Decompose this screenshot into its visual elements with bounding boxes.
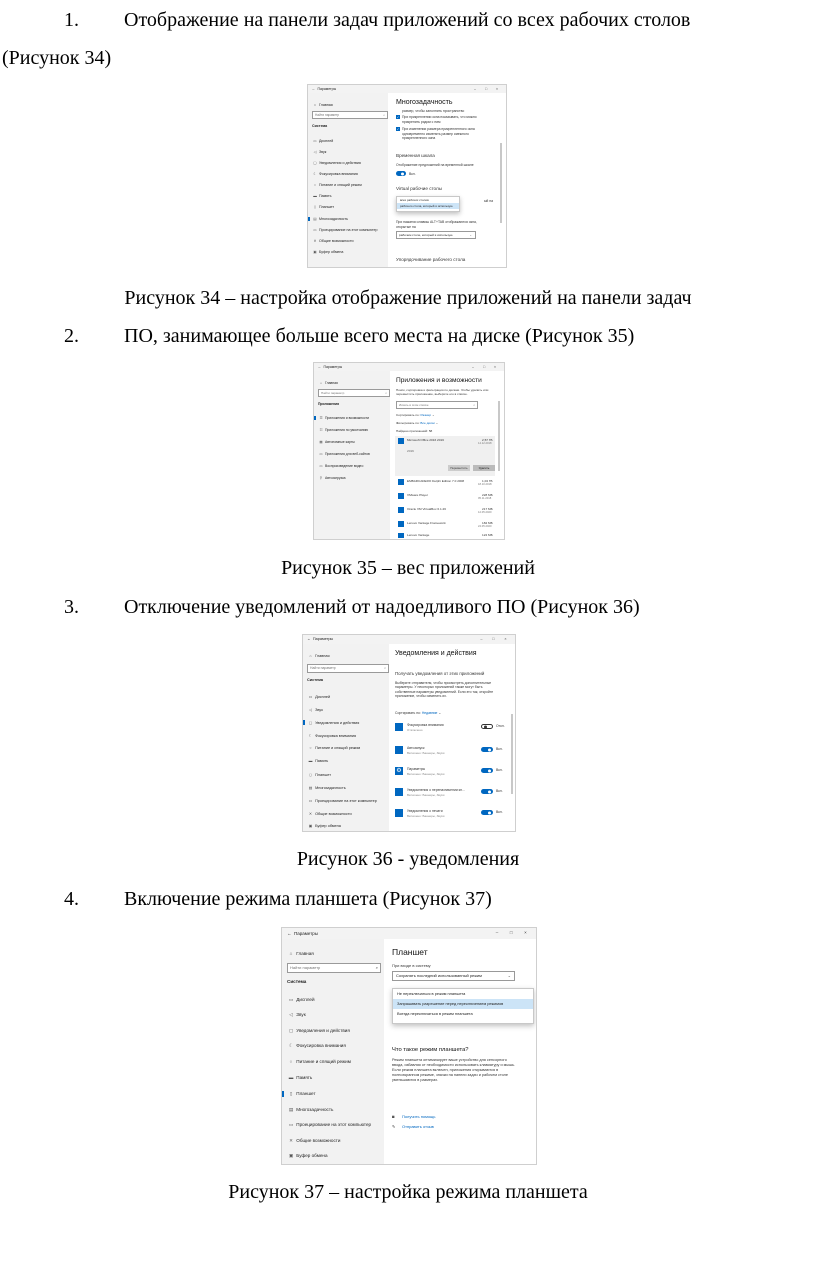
page-title: Уведомления и действия [395,650,477,657]
filter-dropdown[interactable]: Все диски [420,421,435,425]
moon-icon: ☾ [313,172,317,176]
monitor-icon: ▭ [308,695,313,699]
app-icon [398,533,404,538]
window-title: Параметры [317,87,337,91]
startup-icon: ⚲ [319,476,323,480]
checkbox[interactable]: ✓ [396,127,400,131]
tablet-icon: ▯ [314,205,316,209]
page-title: Многозадачность [396,99,453,106]
office-icon [398,438,404,444]
toggle-state: Откл. [496,724,505,728]
list-number: 1. [64,9,79,31]
sort-dropdown[interactable]: Недавние [421,711,438,715]
page-title: Приложения и возможности [396,377,482,384]
gear-icon: ⚙ [396,768,402,774]
website-icon: ▭ [319,452,323,456]
list-item-1-text: Отображение на панели задач приложений со всех рабочих столов [124,9,691,31]
app-size: 228 МБ [482,493,493,497]
window-title: Параметры [294,931,319,936]
search-input[interactable]: Найти параметр ⌕ [318,389,390,397]
sidebar-item-clipboard[interactable]: ▣ Буфер обмена [288,1153,328,1158]
uninstall-button[interactable]: Удалить [473,465,495,471]
sidebar-item-home[interactable]: ⌂ Главная [303,654,389,658]
app-size: 122 МБ [482,533,493,537]
app-date: 12.05.2020 [478,511,492,514]
sidebar-item-shared[interactable]: ✕ Общие возможности [282,1138,384,1144]
sidebar-item-storage[interactable]: ▬ Память [313,194,332,198]
sidebar-item-notifications[interactable]: ▢ Уведомления и действия [313,161,361,165]
dropdown-option[interactable]: Всегда переключаться в режим планшета [397,1011,473,1016]
sidebar-item-display[interactable]: ▭ Дисплей [288,997,315,1002]
snap-option-2: При прикреплении окна показывать, что можно прикрепить рядом с ним [402,115,477,124]
section-title: Система [287,979,307,984]
section-heading: Получать уведомления от этих приложений [395,671,485,676]
signin-select[interactable]: Сохранять последний использованный режим ⌄ [392,971,515,981]
search-input[interactable]: Найти параметр ⌕ [307,664,389,673]
chevron-down-icon: ⌄ [507,973,511,978]
section-heading: Упорядочивание рабочего стола [396,257,466,262]
filter-label: Фильтровать по: Все диски ⌄ [396,421,439,425]
notification-toggle[interactable] [481,747,493,752]
description: Выберите отправителя, чтобы просмотреть дополнительные параметры. У некоторых приложений также могут быть собственные параметры уведомлений. Если это так, откройте приложение, чтобы изменить их. [395,681,494,699]
sidebar-item-notifications[interactable]: ▢ Уведомления и действия [288,1028,350,1033]
dropdown-option[interactable]: Не переключаться в режим планшета [397,991,466,996]
sidebar-item-shared[interactable]: ✕ Общие возможности [308,812,352,816]
chevron-down-icon: ⌄ [469,233,472,237]
get-help-link[interactable]: Получить помощь [402,1114,436,1119]
sidebar-item-display[interactable]: ▭ Дисплей [313,139,334,143]
snap-text: размер, чтобы заполнить пространство [402,109,465,113]
toggle-state: Вкл. [496,810,503,814]
search-icon: ⌕ [385,391,387,395]
snap-option-3: При изменении размера прикрепленного окна одновременно изменять размер смежного прикрепленного окна [402,127,475,140]
power-icon: ○ [313,183,317,187]
sidebar-item-multitasking[interactable]: ▤ Многозадачность [308,217,388,221]
feedback-link[interactable]: Отправить отзыв [402,1124,434,1129]
signin-label: При входе в систему [392,963,431,968]
storage-icon: ▬ [313,194,317,198]
remap-icon [395,788,403,796]
figure-34-screenshot: ← Параметры – □ × ⌂ Главная Найти параметр ⌕ Система ▭ Дисплей ◁ Звук ▢ Уведомления и действия ☾ Фокусировка внимания ○ Питание и спящий режим ▬ Память ▯ Планшет ▤ Многозадачность ▭ Проецирование на этот компьютер ✕ Общие возможности ▣ Буфер обмена Многозадачность размер, чтобы заполнить пространство ✓ При прикреплении окна показывать, что можно прикрепить рядом с ним ✓ При изменении размера прикрепленного окна одновременно изменять размер смежного прикрепленного окна Временная шкала Отображение предложений на временной шкале Вкл. Virtual рабочие столы всех рабочих столов рабочего стола, который я использую ый на При нажатии клавиш ALT+TAB отображаются окна, открытые на рабочем столе, который я использую ⌄ Упорядочивание рабочего стола [307,84,507,268]
scrollbar[interactable] [498,401,500,471]
alttab-label: При нажатии клавиш ALT+TAB отображаются окна, открытые на [396,220,477,229]
move-button[interactable]: Переместить [448,465,470,471]
figure-36-screenshot: ← Параметры – □ × ⌂ Главная Найти параметр ⌕ Система ▭ Дисплей ◁ Звук ▢ Уведомления и действия ☾ Фокусировка внимания ○ Питание и спящий режим ▬ Память ▯ Планшет ▤ Многозадачность ▭ Проецирование на этот компьютер ✕ Общие возможности ▣ Буфер обмена Уведомления и действия Получать уведомления от этих приложений Выберите отправителя, чтобы просмотреть дополнительные параметры. У некоторых приложений также могут быть собственные параметры уведомлений. Если это так, откройте приложение, чтобы изменить их. Сортировать по: Недавние ⌄ Фокусировка внимания Отключено Откл. Автозапуск Включено: Баннеры, Звуки Вкл. ⚙ Параметры Включено: Баннеры, Звуки Вкл. Уведомления о переназначении кн... Включено: Баннеры, Звуки Вкл. Уведомления о печати Включено: Баннеры, Звуки Вкл. [302,634,516,832]
sidebar-item-apps-websites[interactable]: ▭ Приложения для веб-сайтов [319,452,370,456]
sidebar-item-clipboard[interactable]: ▣ Буфер обмена [308,824,341,828]
app-version: 2016 [407,449,414,453]
figure-34-caption: Рисунок 34 – настройка отображение приложений на панели задач [124,287,692,309]
section-title: Система [312,124,328,128]
list-number: 3. [64,596,79,618]
moon-icon: ☾ [308,734,313,738]
sidebar-item-sound[interactable]: ◁ Звук [313,150,327,154]
home-icon: ⌂ [313,103,317,107]
projector-icon: ▭ [308,799,313,803]
maximize-button[interactable]: □ [482,365,486,369]
search-icon: ⌕ [383,113,385,117]
app-search-input[interactable]: Искать в этом списке ⌕ [396,401,478,409]
search-icon: ⌕ [384,666,386,670]
sidebar-item-projecting[interactable]: ▭ Проецирование на этот компьютер [308,799,377,803]
home-icon: ⌂ [319,381,323,385]
toggle-state: Вкл. [496,768,503,772]
shared-icon: ✕ [289,1138,293,1143]
close-button[interactable]: × [504,637,507,641]
scrollbar[interactable] [500,143,502,223]
sidebar-item-tablet[interactable]: ▯ Планшет [314,205,335,209]
app-name[interactable]: Lenovo Vantage Framework [407,521,446,525]
autoplay-icon [395,746,403,754]
list-item-2-text: ПО, занимающее больше всего места на диске (Рисунок 35) [124,325,635,347]
sidebar-item-clipboard[interactable]: ▣ Буфер обмена [313,250,344,254]
list-item-1 [64,8,79,32]
feedback-icon: ✎ [392,1124,396,1129]
figure-35-caption: Рисунок 35 – вес приложений [281,557,535,579]
section-title: Система [307,678,323,682]
notification-toggle[interactable] [481,768,493,773]
maximize-button[interactable]: □ [484,87,488,91]
close-button[interactable]: × [524,930,527,935]
app-date: 24.05.2020 [478,525,492,528]
notification-icon: ▢ [288,1028,294,1033]
sidebar-item-multitasking[interactable]: ▤ Многозадачность [288,1107,334,1112]
projector-icon: ▭ [313,228,317,232]
partial-text: ый на [484,199,494,203]
sidebar-item-home[interactable]: ⌂ Главная [319,381,338,385]
maximize-button[interactable]: □ [509,930,513,935]
maximize-button[interactable]: □ [492,637,495,641]
storage-icon: ▬ [288,1075,294,1080]
sidebar-item-notifications[interactable]: ▢ Уведомления и действия [303,720,389,725]
app-sub: Включено: Баннеры, Звуки [407,814,445,818]
app-sub: Включено: Баннеры, Звуки [407,751,445,755]
sidebar-item-tablet[interactable]: ▯ Планшет [303,772,389,777]
sidebar-item-storage[interactable]: ▬ Память [308,759,329,763]
app-name[interactable]: EMBARCADERO Delphi Edition 7.0 2008 [407,479,465,483]
list-item-3-text: Отключение уведомлений от надоедливого ПО (Рисунок 36) [124,596,640,618]
clipboard-icon: ▣ [288,1153,294,1158]
app-name[interactable]: Фокусировка внимания [407,723,444,727]
notification-toggle[interactable] [481,810,493,815]
tablet-mode-dropdown-list[interactable] [392,988,534,1024]
checkbox[interactable]: ✓ [396,115,400,119]
home-icon: ⌂ [289,951,293,956]
clipboard-icon: ▣ [313,250,317,254]
power-icon: ○ [289,1059,293,1064]
app-name[interactable]: Уведомления о переназначении кн... [407,788,465,792]
projector-icon: ▭ [288,1122,294,1127]
multitasking-icon: ▤ [288,1107,294,1112]
dropdown-option-selected[interactable]: рабочего стола, который я использую [397,203,459,209]
default-apps-icon: ☷ [319,428,323,432]
minimize-button[interactable]: – [474,87,476,91]
sidebar-item-shared[interactable]: ✕ Общие возможности [313,239,354,243]
app-name[interactable]: Параметры [407,767,426,771]
sort-label: Сортировать по: Недавние ⌄ [395,711,442,715]
app-icon [398,493,404,499]
window-title: Параметры [323,365,343,369]
sort-label: Сортировать по: Размер ⌄ [396,413,435,417]
printer-icon [395,809,403,817]
sidebar-item-default-apps[interactable]: ☷ Приложения по умолчанию [319,428,369,432]
alttab-select[interactable]: рабочем столе, который я использую ⌄ [396,231,476,239]
figure-37-caption: Рисунок 37 – настройка режима планшета [228,1181,588,1203]
sidebar-item-focus[interactable]: ☾ Фокусировка внимания [313,172,358,176]
home-icon: ⌂ [309,654,312,658]
toggle-state: Вкл. [496,789,503,793]
list-number: 4. [64,888,79,910]
sort-dropdown[interactable]: Размер [420,413,432,417]
sidebar-item-power[interactable]: ○ Питание и спящий режим [282,1059,384,1064]
sidebar-item-focus[interactable]: ☾ Фокусировка внимания [288,1043,346,1048]
speaker-icon: ◁ [289,1012,293,1017]
list-number: 2. [64,325,79,347]
close-button[interactable]: × [495,87,499,91]
sidebar-item-tablet[interactable]: ▯ Планшет [282,1091,384,1097]
sidebar-item-multitasking[interactable]: ▤ Многозадачность [308,786,346,790]
minimize-button[interactable]: – [495,930,499,935]
figure-35-screenshot: ← Параметры – □ × ⌂ Главная Найти параметр ⌕ Приложения ☰ Приложения и возможности ☷ Приложения по умолчанию ▦ Автономные карты ▭ Приложения для веб-сайтов ▭ Воспроизведение видео ⚲ Автозагрузка Приложения и возможности Поиск, сортировка и фильтрация по дискам. Чтобы удалить или переместить приложение, выберите его в списке. Искать в этом списке ⌕ Сортировать по: Размер ⌄ Фильтровать по: Все диски ⌄ Найдено приложений: 58 Microsoft Office 2016 2016 2,57 ГБ 14.12.2018 2016 Переместить Удалить EMBARCADERO Delphi Edition 7.0 2008 1,04 ГБ 18.10.2018 VMware Player 228 МБ 05.11.2018 Oracle VM VirtualBox 6.1.26 217 МБ 12.05.2020 Lenovo Vantage Framework 182 МБ 24.05.2020 Lenovo Vantage 122 МБ [313,362,505,540]
power-icon: ○ [309,746,312,750]
notification-toggle[interactable] [481,789,493,794]
section-title: Приложения [318,402,340,406]
window-title: Параметры [312,637,334,641]
monitor-icon: ▭ [288,997,294,1002]
speaker-icon: ◁ [309,708,312,712]
search-icon: ⌕ [375,965,378,970]
app-icon [398,479,404,485]
minimize-button[interactable]: – [480,637,483,641]
sidebar-item-home[interactable]: ⌂ Главная [313,103,333,107]
app-size: 217 МБ [482,507,493,511]
figure-37-screenshot: ← Параметры – □ × ⌂ Главная Найти параметр ⌕ Система ▭ Дисплей ◁ Звук ▢ Уведомления и действия ☾ Фокусировка внимания ○ Питание и спящий режим ▬ Память ▯ Планшет ▤ Многозадачность ▭ Проецирование на этот компьютер ✕ Общие возможности ▣ Буфер обмена Планшет При входе в систему Сохранять последний использованный режим ⌄ Не переключаться в режим планшета Запрашивать разрешение перед переключением режимов Всегда переключаться в режим планшета Что такое режим планшета? Режим планшета оптимизирует ваше устройство для сенсорного ввода, избавляя от необходимости использовать клавиатуру и мышь. Если режим планшета включен, приложения открываются в полноэкранном режиме, значки на панели задач и рабочем столе уменьшаются в размерах. ◙ Получить помощь ✎ Отправить отзыв [281,927,537,1165]
monitor-icon: ▭ [313,139,317,143]
multitasking-icon: ▤ [313,217,317,221]
list-item-1-text-cont: (Рисунок 34) [2,47,112,69]
tablet-description: Режим планшета оптимизирует ваше устройство для сенсорного ввода, избавляя от необходимости использовать клавиатуру и мышь. Если режим планшета включен, приложения открываются в полноэкранном режиме, значки на панели задач и рабочем столе уменьшаются в размерах. [392,1058,516,1082]
shared-icon: ✕ [313,239,317,243]
notification-icon: ▢ [308,721,313,725]
sidebar-item-video[interactable]: ▭ Воспроизведение видео [319,464,364,468]
virtual-desktop-dropdown-list[interactable] [396,196,460,212]
multitasking-icon: ▤ [308,786,313,790]
dropdown-option-selected[interactable]: Запрашивать разрешение перед переключением режимов [393,999,533,1009]
section-heading: Временная шкала [396,153,435,158]
list-item-4-text: Включение режима планшета (Рисунок 37) [124,888,492,910]
sidebar-item-display[interactable]: ▭ Дисплей [308,695,331,699]
shared-icon: ✕ [308,812,313,816]
app-sub: Включено: Баннеры, Звуки [407,793,445,797]
sidebar-item-apps-features[interactable]: ☰ Приложения и возможности [314,416,390,420]
apps-found: Найдено приложений: 58 [396,429,433,433]
search-input[interactable]: Найти параметр ⌕ [287,963,381,973]
app-icon [398,521,404,527]
timeline-toggle[interactable] [396,171,406,176]
app-date: 18.10.2018 [478,483,492,486]
app-name[interactable]: Уведомления о печати [407,809,443,813]
app-icon [398,507,404,513]
toggle-state: Вкл. [496,747,503,751]
app-date: 14.12.2018 [478,442,492,445]
tablet-icon: ▯ [289,1091,293,1096]
notification-icon: ▢ [313,161,317,165]
sidebar-item-storage[interactable]: ▬ Память [288,1075,313,1080]
moon-icon: ☾ [288,1043,294,1048]
sidebar-item-power[interactable]: ○ Питание и спящий режим [303,746,389,750]
minimize-button[interactable]: – [472,365,474,369]
app-sub: Отключено [407,728,423,732]
page-title: Планшет [392,947,428,957]
figure-36-caption: Рисунок 36 - уведомления [296,848,520,870]
sidebar-item-projecting[interactable]: ▭ Проецирование на этот компьютер [313,228,378,232]
app-name[interactable]: VMware Player [407,493,428,497]
section-heading: Что такое режим планшета? [392,1047,469,1053]
scrollbar[interactable] [511,714,513,794]
sidebar-item-sound[interactable]: ◁ Звук [282,1012,384,1018]
sidebar-item-home[interactable]: ⌂ Главная [282,951,384,956]
app-name[interactable]: Oracle VM VirtualBox 6.1.26 [407,507,446,511]
map-icon: ▦ [319,440,323,444]
app-name[interactable]: Lenovo Vantage [407,533,430,537]
app-size: 182 МБ [482,521,493,525]
section-heading: Virtual рабочие столы [396,186,442,191]
app-size: 1,04 ГБ [482,479,493,483]
help-icon: ◙ [392,1114,395,1119]
sidebar-item-projecting[interactable]: ▭ Проецирование на этот компьютер [288,1122,372,1127]
app-name[interactable]: Автозапуск [407,746,425,750]
description: Поиск, сортировка и фильтрация по дискам. Чтобы удалить или переместить приложение, выберите его в списке. [396,388,489,396]
dropdown-option[interactable]: всех рабочих столов [400,198,429,202]
notification-toggle[interactable] [481,724,493,729]
speaker-icon: ◁ [313,150,317,154]
sidebar-item-offline-maps[interactable]: ▦ Автономные карты [319,440,355,444]
timeline-label: Отображение предложений на временной шкале [396,163,474,167]
app-sub: Включено: Баннеры, Звуки [407,772,445,776]
search-input[interactable]: Найти параметр ⌕ [312,111,388,119]
sidebar-item-sound[interactable]: ◁ Звук [303,707,389,712]
clipboard-icon: ▣ [308,824,313,828]
list-icon: ☰ [319,416,323,420]
focus-assist-icon [395,723,403,731]
sidebar-item-power[interactable]: ○ Питание и спящий режим [313,183,362,187]
tablet-icon: ▯ [309,773,312,777]
sidebar-item-startup[interactable]: ⚲ Автозагрузка [319,476,346,480]
app-size: 2,57 ГБ [482,438,493,442]
app-date: 05.11.2018 [478,497,492,500]
storage-icon: ▬ [308,759,313,763]
sidebar-item-focus[interactable]: ☾ Фокусировка внимания [308,734,357,738]
search-icon: ⌕ [473,403,475,407]
close-button[interactable]: × [493,365,497,369]
video-icon: ▭ [319,464,323,468]
toggle-state: Вкл. [409,172,416,176]
app-name: Microsoft Office 2016 2016 [407,438,444,442]
